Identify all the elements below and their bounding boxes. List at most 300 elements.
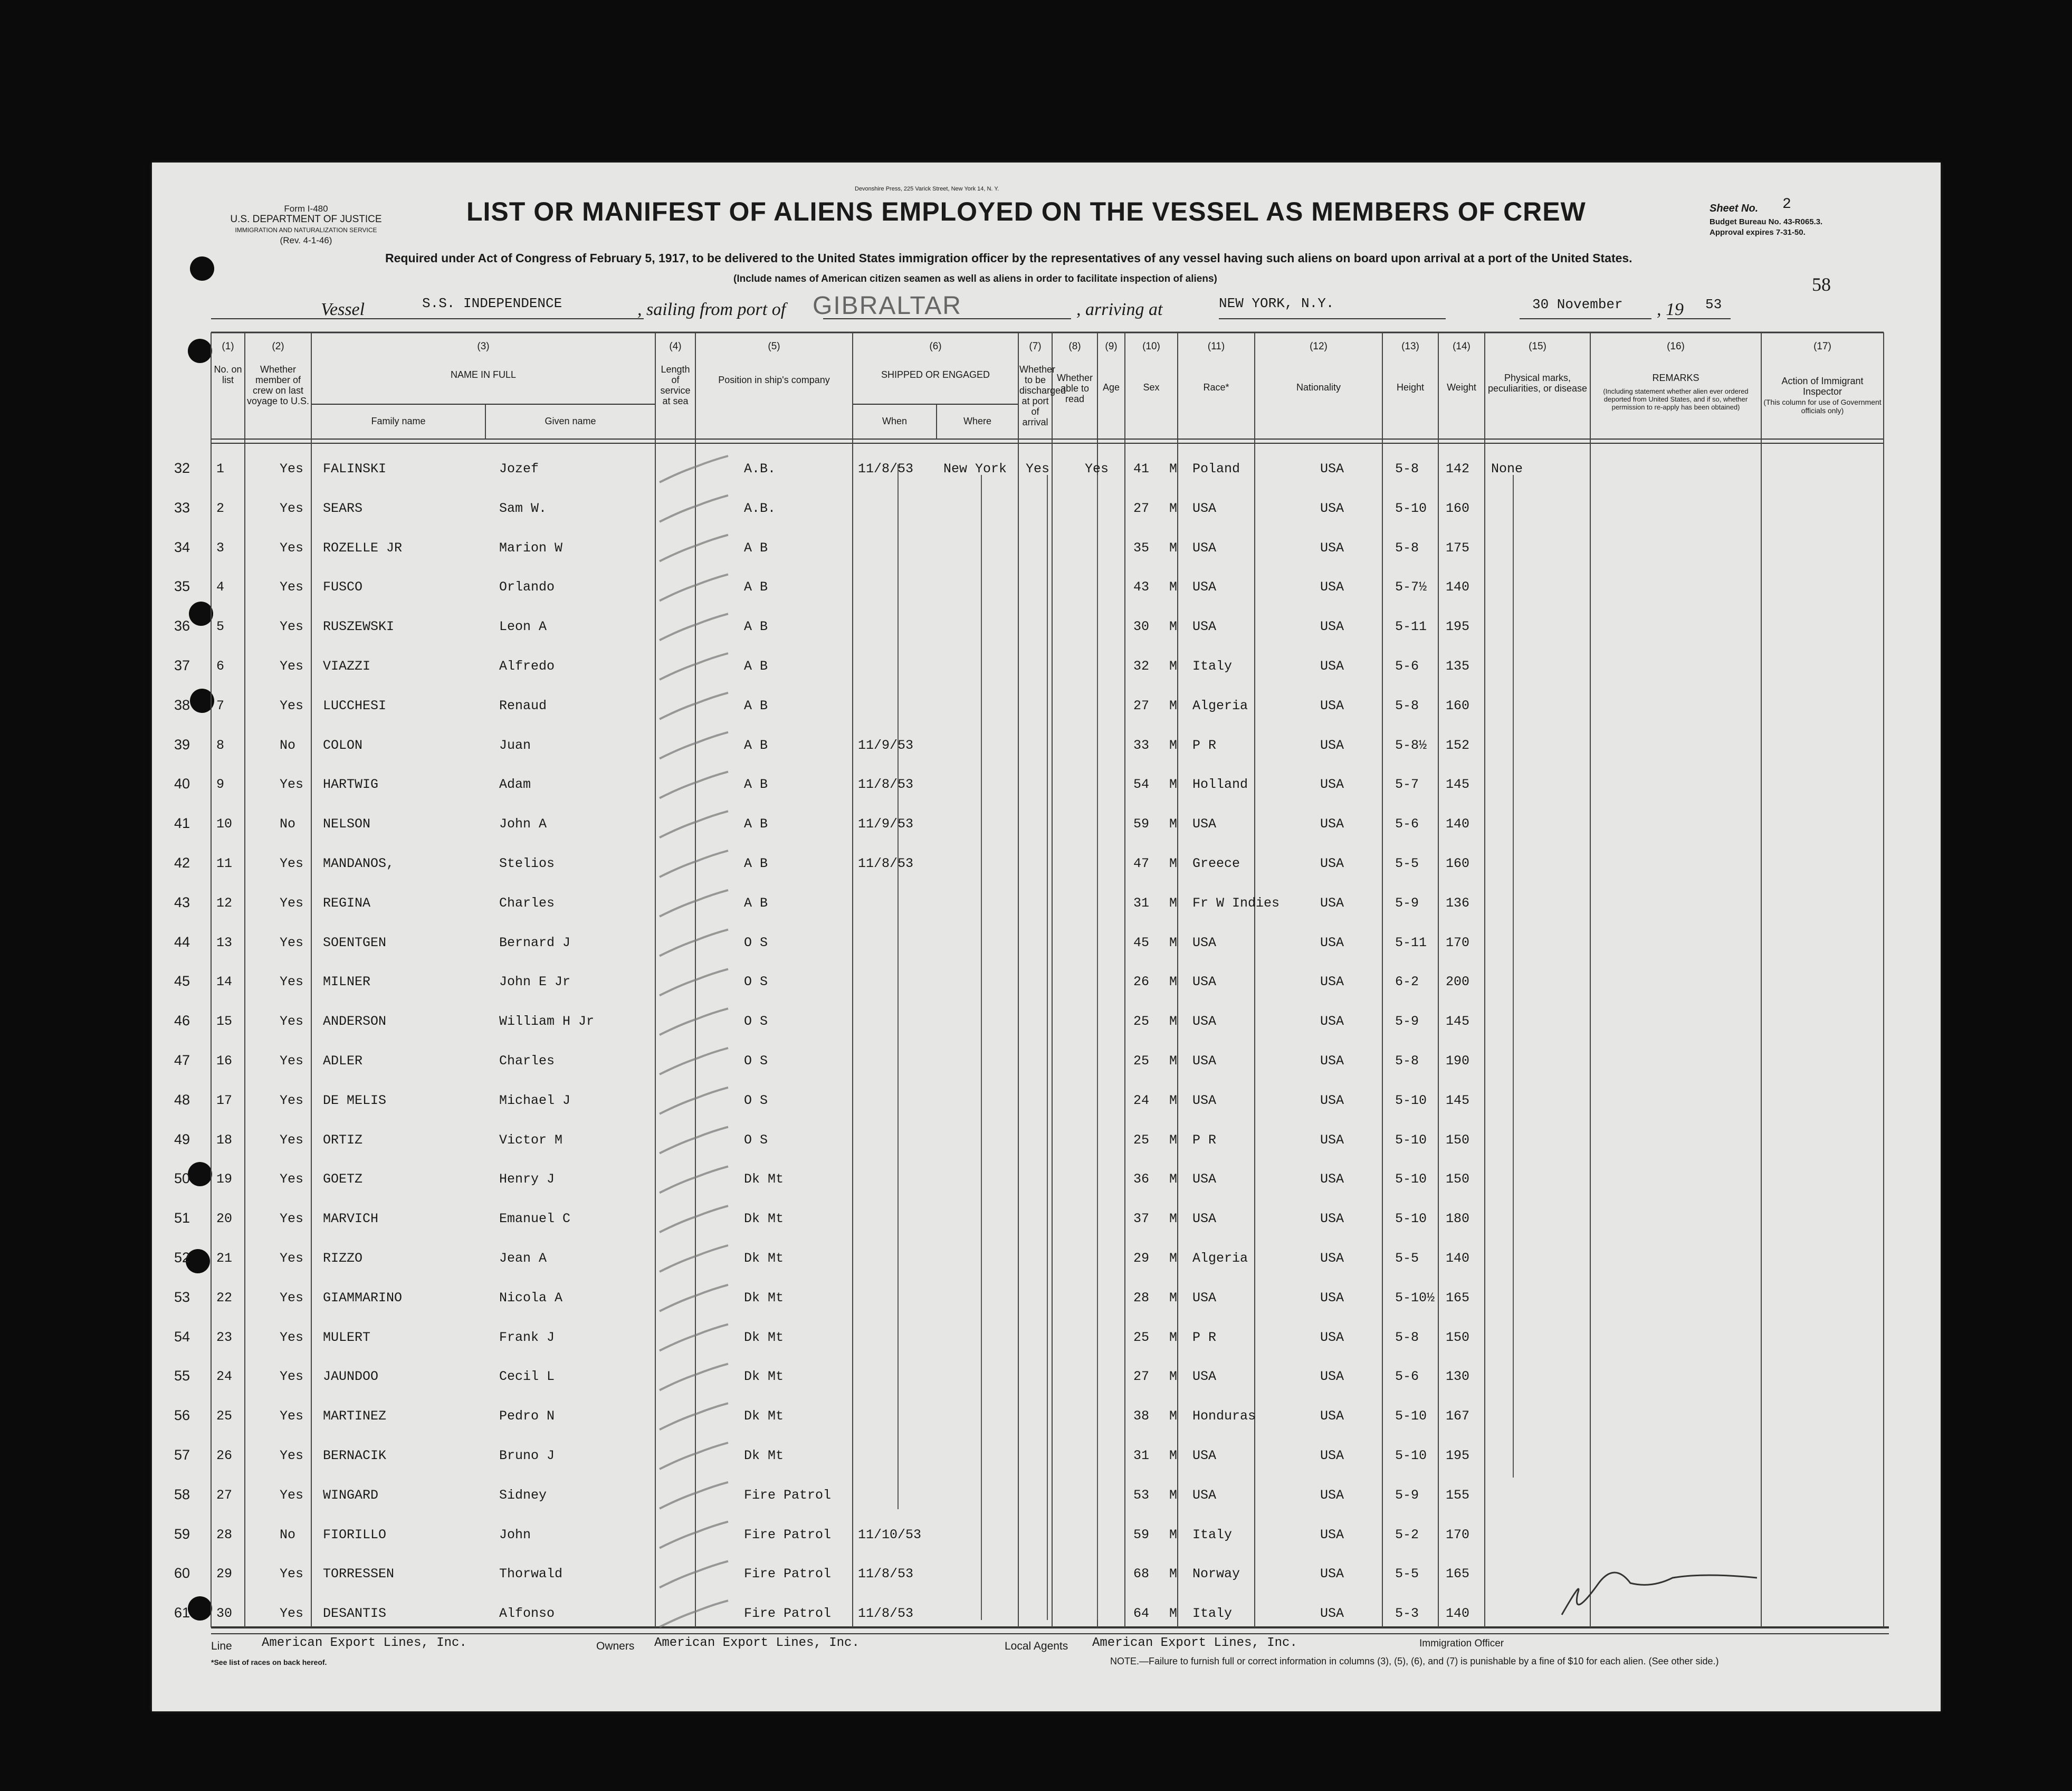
cell-list-number: 9 <box>216 777 225 793</box>
cell-position: A B <box>744 737 768 753</box>
row-line-number: 57 <box>174 1447 190 1463</box>
cell-list-number: 17 <box>216 1092 233 1108</box>
cell-weight: 140 <box>1446 1606 1470 1622</box>
cell-position: Fire Patrol <box>744 1566 832 1582</box>
cell-list-number: 2 <box>216 500 225 516</box>
cell-height: 5-10 <box>1395 1408 1427 1424</box>
cell-given-name: Thorwald <box>499 1566 563 1582</box>
cell-list-number: 24 <box>216 1369 233 1385</box>
cell-given-name: Stelios <box>499 856 555 871</box>
cell-previous-voyage-answer: Yes <box>280 1132 304 1148</box>
cell-race: Italy <box>1192 659 1233 674</box>
cell-nationality: USA <box>1320 1211 1344 1227</box>
cell-age: 25 <box>1133 1053 1150 1069</box>
cell-nationality: USA <box>1320 856 1344 871</box>
length-of-service-pencil-mark <box>660 574 728 601</box>
cell-weight: 167 <box>1446 1408 1470 1424</box>
cell-race: USA <box>1192 1211 1217 1227</box>
cell-family-name: VIAZZI <box>323 659 371 674</box>
row-line-number: 47 <box>174 1052 190 1068</box>
length-of-service-pencil-mark <box>660 851 728 877</box>
cell-height: 5-7½ <box>1395 579 1427 595</box>
sailing-label: , sailing from port of <box>637 300 786 319</box>
length-of-service-pencil-mark <box>660 1561 728 1587</box>
row-line-number: 42 <box>174 855 190 871</box>
cell-height: 5-10½ <box>1395 1290 1435 1306</box>
cell-sex: M <box>1169 461 1178 477</box>
departure-port-stamp: GIBRALTAR <box>813 292 962 320</box>
vessel-label: Vessel <box>321 300 365 319</box>
column-c2-number: (2) <box>272 341 284 352</box>
cell-sex: M <box>1169 816 1178 832</box>
row-line-number: 46 <box>174 1013 190 1029</box>
cell-previous-voyage-answer: Yes <box>280 1408 304 1424</box>
cell-weight: 165 <box>1446 1290 1470 1306</box>
row-line-number: 44 <box>174 933 190 950</box>
column-age-header: Age <box>1102 382 1120 393</box>
column-list-number-header: No. on list <box>214 364 242 385</box>
column-c1-number: (1) <box>222 341 234 352</box>
column-c7-number: (7) <box>1029 341 1042 352</box>
inspector-signature <box>1562 1573 1757 1615</box>
length-of-service-pencil-mark <box>660 1048 728 1074</box>
cell-family-name: HARTWIG <box>323 777 379 793</box>
cell-given-name: Bruno J <box>499 1448 555 1463</box>
cell-shipped-date: 11/9/53 <box>858 737 914 753</box>
cell-position: O S <box>744 1053 768 1069</box>
column-c8-number: (8) <box>1068 341 1081 352</box>
cell-height: 5-10 <box>1395 1211 1427 1227</box>
cell-family-name: ADLER <box>323 1053 363 1069</box>
cell-race: USA <box>1192 1487 1217 1503</box>
cell-race: P R <box>1192 1329 1217 1345</box>
line-label: Line <box>211 1640 232 1652</box>
cell-age: 30 <box>1133 619 1150 635</box>
form-revision: (Rev. 4-1-46) <box>280 235 332 245</box>
arrival-year: 53 <box>1705 297 1722 312</box>
year-prefix: , 19 <box>1657 300 1684 319</box>
cell-list-number: 26 <box>216 1448 233 1463</box>
cell-position: Dk Mt <box>744 1171 784 1187</box>
cell-sex: M <box>1169 500 1178 516</box>
row-line-number: 39 <box>174 736 190 752</box>
cell-age: 32 <box>1133 659 1150 674</box>
cell-given-name: Jozef <box>499 461 539 477</box>
row-line-number: 40 <box>174 776 190 792</box>
column-c14-number: (14) <box>1453 341 1471 352</box>
length-of-service-pencil-mark <box>660 930 728 956</box>
cell-nationality: USA <box>1320 974 1344 990</box>
length-of-service-pencil-mark <box>660 653 728 680</box>
cell-weight: 140 <box>1446 816 1470 832</box>
cell-list-number: 4 <box>216 579 225 595</box>
cell-previous-voyage-answer: Yes <box>280 461 304 477</box>
cell-shipped-place: New York <box>943 461 1007 477</box>
races-note: *See list of races on back hereof. <box>211 1658 327 1666</box>
column-c4-number: (4) <box>669 341 682 352</box>
cell-height: 5-8 <box>1395 1053 1419 1069</box>
cell-given-name: Henry J <box>499 1171 555 1187</box>
cell-list-number: 1 <box>216 461 225 477</box>
cell-previous-voyage-answer: Yes <box>280 1014 304 1030</box>
cell-family-name: NELSON <box>323 816 371 832</box>
cell-family-name: MANDANOS, <box>323 856 395 871</box>
cell-race: USA <box>1192 974 1217 990</box>
row-line-number: 59 <box>174 1526 190 1542</box>
cell-family-name: FALINSKI <box>323 461 387 477</box>
row-line-number: 45 <box>174 973 190 989</box>
cell-race: USA <box>1192 1014 1217 1030</box>
cell-weight: 190 <box>1446 1053 1470 1069</box>
cell-previous-voyage-answer: Yes <box>280 1566 304 1582</box>
cell-given-name: Marion W <box>499 540 563 556</box>
cell-position: O S <box>744 1132 768 1148</box>
cell-sex: M <box>1169 974 1178 990</box>
cell-position: A B <box>744 816 768 832</box>
cell-family-name: RUSZEWSKI <box>323 619 395 635</box>
column-read-header: Whether able to read <box>1056 373 1093 404</box>
cell-sex: M <box>1169 895 1178 911</box>
cell-given-name: Pedro N <box>499 1408 555 1424</box>
service-name: IMMIGRATION AND NATURALIZATION SERVICE <box>235 226 377 234</box>
cell-position: A B <box>744 777 768 793</box>
cell-list-number: 19 <box>216 1171 233 1187</box>
cell-nationality: USA <box>1320 1527 1344 1542</box>
cell-nationality: USA <box>1320 540 1344 556</box>
cell-height: 5-6 <box>1395 1369 1419 1385</box>
form-number: Form I-480 <box>284 204 328 214</box>
column-c16-number: (16) <box>1667 341 1685 352</box>
cell-age: 27 <box>1133 1369 1150 1385</box>
sheet-label: Sheet No. <box>1710 203 1759 214</box>
cell-sex: M <box>1169 1251 1178 1266</box>
cell-height: 5-10 <box>1395 1132 1427 1148</box>
cell-family-name: MARVICH <box>323 1211 379 1227</box>
cell-previous-voyage-answer: Yes <box>280 935 304 950</box>
include-notice: (Include names of American citizen seamen as well as aliens in order to facilitate inspection of aliens) <box>733 273 1217 284</box>
cell-shipped-date: 11/9/53 <box>858 816 914 832</box>
column-shipped-header: SHIPPED OR ENGAGED <box>881 369 990 380</box>
cell-weight: 195 <box>1446 619 1470 635</box>
row-line-number: 54 <box>174 1328 190 1345</box>
column-name-header: NAME IN FULL <box>450 369 517 380</box>
cell-given-name: Frank J <box>499 1329 555 1345</box>
cell-sex: M <box>1169 1290 1178 1306</box>
cell-age: 36 <box>1133 1171 1150 1187</box>
column-remarks-detail: (Including statement whether alien ever ordered deported from United States, and if so, whether permission to re-apply has been obtained) <box>1603 387 1749 411</box>
cell-list-number: 14 <box>216 974 233 990</box>
cell-shipped-date: 11/8/53 <box>858 1566 914 1582</box>
cell-height: 5-11 <box>1395 935 1427 950</box>
length-of-service-pencil-mark <box>660 1166 728 1193</box>
column-c5-number: (5) <box>768 341 780 352</box>
cell-age: 59 <box>1133 816 1150 832</box>
cell-family-name: MULERT <box>323 1329 371 1345</box>
cell-weight: 175 <box>1446 540 1470 556</box>
cell-age: 31 <box>1133 1448 1150 1463</box>
cell-position: Fire Patrol <box>744 1527 832 1542</box>
cell-nationality: USA <box>1320 1132 1344 1148</box>
cell-family-name: GOETZ <box>323 1171 363 1187</box>
arriving-label: , arriving at <box>1076 300 1163 319</box>
cell-nationality: USA <box>1320 698 1344 713</box>
cell-previous-voyage-answer: Yes <box>280 1211 304 1227</box>
cell-sex: M <box>1169 1132 1178 1148</box>
cell-race: Honduras <box>1192 1408 1256 1424</box>
cell-nationality: USA <box>1320 737 1344 753</box>
officer-label: Immigration Officer <box>1419 1638 1504 1649</box>
cell-position: Dk Mt <box>744 1329 784 1345</box>
cell-race: USA <box>1192 1290 1217 1306</box>
cell-age: 41 <box>1133 461 1150 477</box>
cell-nationality: USA <box>1320 461 1344 477</box>
cell-sex: M <box>1169 777 1178 793</box>
cell-race: USA <box>1192 500 1217 516</box>
cell-previous-voyage-answer: Yes <box>280 777 304 793</box>
length-of-service-pencil-mark <box>660 890 728 917</box>
cell-previous-voyage-answer: Yes <box>280 856 304 871</box>
page-title: LIST OR MANIFEST OF ALIENS EMPLOYED ON THE VESSEL AS MEMBERS OF CREW <box>466 197 1586 226</box>
cell-sex: M <box>1169 1566 1178 1582</box>
row-line-number: 41 <box>174 815 190 832</box>
cell-height: 5-7 <box>1395 777 1419 793</box>
cell-weight: 140 <box>1446 579 1470 595</box>
cell-position: A B <box>744 895 768 911</box>
cell-previous-voyage-answer: Yes <box>280 1290 304 1306</box>
agents-label: Local Agents <box>1005 1640 1068 1652</box>
cell-given-name: Emanuel C <box>499 1211 571 1227</box>
arrival-date: 30 November <box>1532 297 1623 312</box>
cell-family-name: MILNER <box>323 974 371 990</box>
cell-age: 68 <box>1133 1566 1150 1582</box>
row-line-number: 34 <box>174 539 190 555</box>
cell-age: 33 <box>1133 737 1150 753</box>
cell-previous-voyage-answer: Yes <box>280 1487 304 1503</box>
cell-family-name: TORRESSEN <box>323 1566 395 1582</box>
column-marks-header: Physical marks, peculiarities, or disease <box>1487 373 1588 394</box>
cell-sex: M <box>1169 1448 1178 1463</box>
column-c17-number: (17) <box>1813 341 1831 352</box>
cell-list-number: 7 <box>216 698 225 713</box>
cell-family-name: RIZZO <box>323 1251 363 1266</box>
length-of-service-pencil-mark <box>660 1088 728 1114</box>
column-when-header: When <box>882 416 908 426</box>
cell-age: 47 <box>1133 856 1150 871</box>
cell-position: A B <box>744 856 768 871</box>
row-line-number: 49 <box>174 1131 190 1147</box>
cell-age: 24 <box>1133 1092 1150 1108</box>
cell-weight: 155 <box>1446 1487 1470 1503</box>
column-where-header: Where <box>963 416 991 426</box>
cell-given-name: John E Jr <box>499 974 571 990</box>
cell-age: 45 <box>1133 935 1150 950</box>
cell-nationality: USA <box>1320 1251 1344 1266</box>
cell-race: USA <box>1192 1053 1217 1069</box>
cell-sex: M <box>1169 1053 1178 1069</box>
cell-weight: 136 <box>1446 895 1470 911</box>
required-notice: Required under Act of Congress of February 5, 1917, to be delivered to the United States immigration officer by the representatives of any vessel having such aliens on board upon arrival at a port of the United States. <box>385 251 1632 265</box>
cell-sex: M <box>1169 935 1178 950</box>
column-height-header: Height <box>1396 382 1425 393</box>
cell-nationality: USA <box>1320 895 1344 911</box>
cell-family-name: BERNACIK <box>323 1448 387 1463</box>
cell-nationality: USA <box>1320 1053 1344 1069</box>
cell-race: USA <box>1192 1448 1217 1463</box>
cell-family-name: JAUNDOO <box>323 1369 379 1385</box>
cell-previous-voyage-answer: Yes <box>280 659 304 674</box>
length-of-service-pencil-mark <box>660 1364 728 1390</box>
cell-nationality: USA <box>1320 1290 1344 1306</box>
cell-weight: 180 <box>1446 1211 1470 1227</box>
cell-shipped-date: 11/8/53 <box>858 1606 914 1622</box>
cell-height: 5-8½ <box>1395 737 1427 753</box>
cell-list-number: 20 <box>216 1211 233 1227</box>
cell-sex: M <box>1169 1527 1178 1542</box>
cell-age: 64 <box>1133 1606 1150 1622</box>
cell-nationality: USA <box>1320 1369 1344 1385</box>
cell-race: Algeria <box>1192 698 1248 713</box>
cell-age: 35 <box>1133 540 1150 556</box>
cell-list-number: 29 <box>216 1566 233 1582</box>
cell-height: 5-9 <box>1395 895 1419 911</box>
cell-family-name: FIORILLO <box>323 1527 387 1542</box>
cell-family-name: LUCCHESI <box>323 698 387 713</box>
cell-position: Fire Patrol <box>744 1606 832 1622</box>
length-of-service-pencil-mark <box>660 535 728 561</box>
cell-race: USA <box>1192 1369 1217 1385</box>
cell-sex: M <box>1169 856 1178 871</box>
cell-position: Dk Mt <box>744 1290 784 1306</box>
cell-given-name: Victor M <box>499 1132 563 1148</box>
cell-list-number: 13 <box>216 935 233 950</box>
row-line-number: 36 <box>174 618 190 634</box>
length-of-service-pencil-mark <box>660 1008 728 1035</box>
cell-weight: 195 <box>1446 1448 1470 1463</box>
cell-family-name: REGINA <box>323 895 371 911</box>
row-line-number: 53 <box>174 1289 190 1305</box>
cell-list-number: 3 <box>216 540 225 556</box>
row-line-number: 43 <box>174 894 190 910</box>
cell-sex: M <box>1169 1014 1178 1030</box>
cell-list-number: 5 <box>216 619 225 635</box>
length-of-service-pencil-mark <box>660 1403 728 1430</box>
length-of-service-pencil-mark <box>660 496 728 522</box>
cell-weight: 130 <box>1446 1369 1470 1385</box>
cell-race: Italy <box>1192 1606 1233 1622</box>
sheet-number: 2 <box>1782 196 1791 213</box>
cell-list-number: 21 <box>216 1251 233 1266</box>
cell-position: Dk Mt <box>744 1211 784 1227</box>
cell-age: 54 <box>1133 777 1150 793</box>
length-of-service-pencil-mark <box>660 1443 728 1469</box>
column-family-name-header: Family name <box>371 416 426 426</box>
cell-family-name: MARTINEZ <box>323 1408 387 1424</box>
cell-height: 5-8 <box>1395 1329 1419 1345</box>
cell-weight: 200 <box>1446 974 1470 990</box>
cell-race: P R <box>1192 1132 1217 1148</box>
cell-height: 5-10 <box>1395 1092 1427 1108</box>
row-line-number: 38 <box>174 697 190 713</box>
column-service-length-header: Length of service at sea <box>660 364 691 406</box>
cell-race: P R <box>1192 737 1217 753</box>
cell-discharge-answer: Yes <box>1026 461 1050 477</box>
cell-weight: 150 <box>1446 1329 1470 1345</box>
cell-physical-marks: None <box>1491 461 1523 477</box>
cell-height: 5-3 <box>1395 1606 1419 1622</box>
cell-height: 5-9 <box>1395 1014 1419 1030</box>
cell-given-name: John <box>499 1527 531 1542</box>
cell-sex: M <box>1169 579 1178 595</box>
column-c10-number: (10) <box>1142 341 1160 352</box>
cell-nationality: USA <box>1320 1487 1344 1503</box>
cell-nationality: USA <box>1320 1171 1344 1187</box>
cell-height: 5-11 <box>1395 619 1427 635</box>
cell-list-number: 18 <box>216 1132 233 1148</box>
column-c6-number: (6) <box>929 341 942 352</box>
cell-list-number: 30 <box>216 1606 233 1622</box>
column-c9-number: (9) <box>1105 341 1118 352</box>
cell-height: 5-10 <box>1395 500 1427 516</box>
cell-family-name: SEARS <box>323 500 363 516</box>
cell-nationality: USA <box>1320 1566 1344 1582</box>
cell-weight: 145 <box>1446 1014 1470 1030</box>
column-nationality-header: Nationality <box>1296 382 1341 393</box>
cell-position: A.B. <box>744 461 776 477</box>
column-weight-header: Weight <box>1447 382 1476 393</box>
length-of-service-pencil-mark <box>660 771 728 798</box>
cell-weight: 170 <box>1446 935 1470 950</box>
row-line-number: 55 <box>174 1368 190 1384</box>
cell-previous-voyage-answer: Yes <box>280 1448 304 1463</box>
penalty-note: NOTE.—Failure to furnish full or correct information in columns (3), (5), (6), and (7) is punishable by a fine of $10 for each alien. (See other side.) <box>1110 1656 1719 1666</box>
column-race-header: Race* <box>1203 382 1229 393</box>
cell-list-number: 10 <box>216 816 233 832</box>
cell-given-name: Charles <box>499 1053 555 1069</box>
cell-family-name: ROZELLE JR <box>323 540 403 556</box>
length-of-service-pencil-mark <box>660 1601 728 1627</box>
cell-given-name: Jean A <box>499 1251 547 1266</box>
cell-position: A B <box>744 540 768 556</box>
cell-nationality: USA <box>1320 1014 1344 1030</box>
cell-list-number: 23 <box>216 1329 233 1345</box>
cell-previous-voyage-answer: No <box>280 737 296 753</box>
cell-age: 29 <box>1133 1251 1150 1266</box>
page-stamp: 58 <box>1812 274 1831 295</box>
arrival-port: NEW YORK, N.Y. <box>1219 296 1334 311</box>
cell-sex: M <box>1169 1369 1178 1385</box>
cell-previous-voyage-answer: Yes <box>280 1171 304 1187</box>
column-inspector-header: Action of Immigrant Inspector <box>1781 376 1864 397</box>
cell-race: USA <box>1192 816 1217 832</box>
cell-sex: M <box>1169 1329 1178 1345</box>
cell-nationality: USA <box>1320 816 1344 832</box>
cell-previous-voyage-answer: Yes <box>280 540 304 556</box>
cell-position: O S <box>744 974 768 990</box>
length-of-service-pencil-mark <box>660 1325 728 1351</box>
cell-race: Norway <box>1192 1566 1240 1582</box>
cell-family-name: FUSCO <box>323 579 363 595</box>
cell-given-name: Sidney <box>499 1487 547 1503</box>
cell-list-number: 6 <box>216 659 225 674</box>
cell-weight: 145 <box>1446 777 1470 793</box>
cell-weight: 150 <box>1446 1171 1470 1187</box>
agents-value: American Export Lines, Inc. <box>1092 1636 1297 1650</box>
cell-weight: 140 <box>1446 1251 1470 1266</box>
cell-nationality: USA <box>1320 777 1344 793</box>
cell-position: A B <box>744 619 768 635</box>
column-c15-number: (15) <box>1529 341 1546 352</box>
cell-age: 27 <box>1133 698 1150 713</box>
